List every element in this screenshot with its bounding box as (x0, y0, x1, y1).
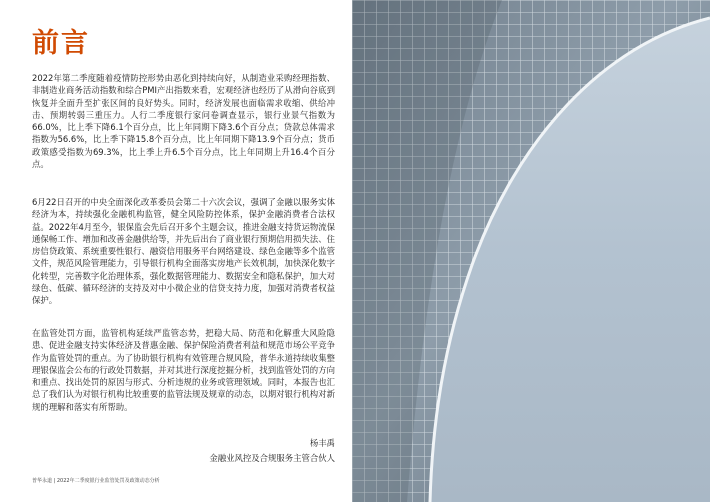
page-title: 前言 (32, 28, 90, 59)
paragraph-macro-economy: 2022年第二季度随着疫情防控形势由恶化到持续向好，从制造业采购经理指数、非制造业商务活动指数和综合PMI产出指数来看，宏观经济也经历了从滑向谷底到恢复并全面升至扩张区间的良好势头。同时，经济发展也面临需求收缩、供给冲击、预期转弱三重压力。人行二季度银行家问卷调查显示，银行业景气指数为66.0%，比上季下降6.1个百分点，比上年同期下降3.6个百分点；贷款总体需求指数为56.6%，比上季下降15.8个百分点，比上年同期下降13.9个百分点；货币政策感受指数为69.3%，比上季上升6.5个百分点，比上年同期上升16.4个百分点。 (32, 73, 335, 170)
skyscraper-photo (352, 0, 710, 502)
paragraph-penalty: 在监管处罚方面，监管机构延续严监管态势，把稳大局、防范和化解重大风险隐患、促进金融支持实体经济及普惠金融、保护保险消费者利益和规范市场公平竞争作为监管处罚的重点。为了协助银行机构有效管理合规风险，普华永道持续收集整理银保监会公布的行政处罚数据，并对其进行深度挖掘分析，找到监管处罚的方向和重点、找出处罚的原因与形式、分析违规的业务或管理领域。同时，本报告也汇总了我们认为对银行机构比较重要的监管法规及规章的动态，以期对银行机构对新规的理解和落实有所帮助。 (32, 328, 335, 412)
signature-block (209, 436, 335, 466)
page-footer: 普华永道 | 2022年二季度银行业监管处罚及政策动态分析 (32, 478, 160, 484)
signature-role: 金融业风控及合规服务主管合伙人 (209, 453, 335, 463)
paragraph-policy: 6月22日召开的中央全面深化改革委员会第二十六次会议，强调了金融以服务实体经济为本，持续强化金融机构监管，健全风险防控体系，保护金融消费者合法权益。2022年4月至今，银保监会先后召开多个主题会议，推进金融支持货运物流保通保畅工作、增加和改善金融供给等，并先后出台了商业银行预期信用损失法、住房信贷政策、系统重要性银行、融资信用服务平台网络建设、绿色金融等多个监管文件，规范风险管理能力，引导银行机构全面落实房地产长效机制，加快深化数字化转型，完善数字化治理体系，强化数据管理能力、数据安全和隐私保护，加大对绿色、低碳、循环经济的支持及对中小微企业的信贷支持力度，加强对消费者权益保护。 (32, 197, 336, 306)
skyscraper-image (352, 0, 710, 502)
signature-name: 杨丰禹 (309, 438, 335, 448)
text-column (0, 0, 352, 502)
